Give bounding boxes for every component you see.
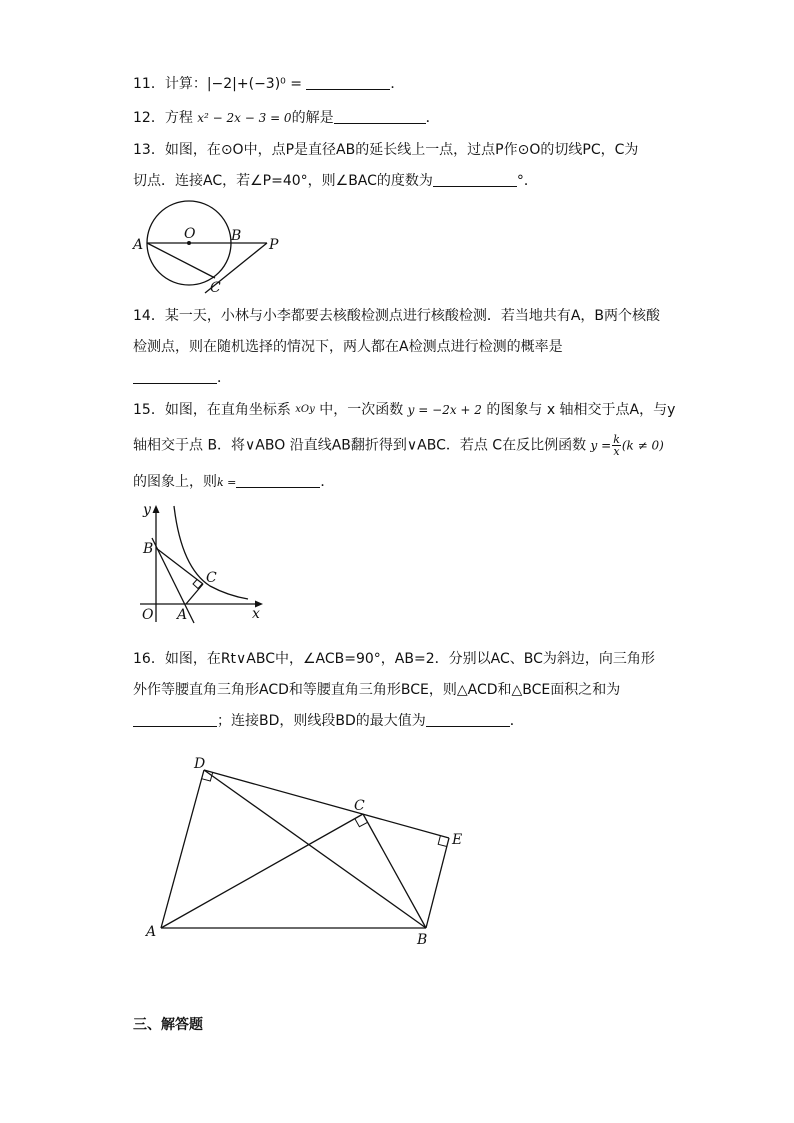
label-c: C [210,280,221,296]
q14-line3-end: ． [217,370,231,386]
label-e: E [452,832,463,848]
label-o: O [184,226,196,242]
label-d: D [194,756,206,772]
q12-end: ． [425,110,440,126]
q16-line1: 16．如图，在Rt∨ABC中，∠ACB=90°，AB=2．分别以AC、BC为斜边，向三角形 [133,651,655,667]
question-14-line-1 [133,306,660,326]
fraction-numerator: k [613,433,620,446]
y-axis-arrow [153,505,160,513]
q15-line3-a: 的图象上，则 [133,474,217,490]
question-13-line-1 [133,140,638,160]
label-a: A [133,237,144,253]
fraction-denominator: x [613,445,620,458]
q13-line2: 切点．连接AC，若∠P=40°，则∠BAC的度数为 [133,173,433,189]
label-b: B [417,932,428,948]
q16-line3-mid: ；连接BD，则线段BD的最大值为 [217,713,426,729]
q15-line1-a: 15．如图，在直角坐标系 [133,402,296,418]
q12-equation: x² − 2x − 3 = 0 [197,111,292,125]
answer-blank [236,473,320,488]
line-bc [156,548,203,584]
section-title: 三、解答题 [133,1017,203,1033]
figure-q15-coordinate-plane [130,500,270,630]
q12-text-b: 的解是 [291,110,334,126]
q13-line1: 13．如图，在⊙O中，点P是直径AB的延长线上一点，过点P作⊙O的切线PC，C为 [133,142,639,158]
label-x: x [252,606,260,622]
q15-linear-eq: y = −2x + 2 [407,403,482,417]
label-y: y [143,502,151,518]
q13-line2-end: °． [516,173,538,189]
label-b: B [143,541,154,557]
answer-blank [334,109,426,124]
q15-line1-c: 的图象与 x 轴相交于点A，与y [481,402,676,418]
label-c: C [354,798,365,814]
question-14-line-3 [133,368,231,388]
segment-ad [161,770,204,928]
label-a: A [146,924,157,940]
question-15-line-3 [133,472,334,493]
q16-line2: 外作等腰直角三角形ACD和等腰直角三角形BCE，则△ACD和△BCE面积之和为 [133,682,621,698]
answer-blank [306,75,390,90]
question-13-line-2 [133,171,538,191]
answer-blank [133,712,217,727]
answer-blank [433,172,517,187]
question-15-line-1 [133,400,675,420]
line-ac [147,243,215,278]
q12-text-a: 12．方程 [133,110,198,126]
question-15-line-2 [133,434,664,457]
label-p: P [269,237,279,253]
q15-line3-end: ． [320,474,335,490]
q15-y-eq: y = [590,438,612,453]
q14-line1: 14．某一天，小林与小李都要去核酸检测点进行核酸检测．若当地共有A，B两个核酸 [133,308,660,324]
question-12 [133,108,440,128]
label-c: C [206,570,217,586]
segment-eb [426,838,449,928]
segment-cb [363,814,426,928]
q15-line1-b: 中，一次函数 [314,402,408,418]
q11-end: ． [390,76,405,92]
line-ab [152,538,194,623]
question-14-line-2 [133,337,563,357]
q16-line3-end: ． [509,713,524,729]
segment-db [204,770,426,928]
answer-blank [133,369,217,384]
segment-ac [161,814,363,928]
figure-q13-circle [130,198,300,298]
q15-line2-a: 轴相交于点 B．将∨ABO 沿直线AB翻折得到∨ABC．若点 C在反比例函数 [133,437,591,454]
answer-blank [426,712,510,727]
segment-de [204,770,449,838]
q14-line2: 检测点，则在随机选择的情况下，两人都在A检测点进行检测的概率是 [133,339,563,355]
figure-q16-triangles [140,748,480,958]
q11-text: 11．计算：|−2|+(−3)⁰ = [133,76,307,92]
label-o: O [142,607,154,623]
q15-condition: (k ≠ 0) [621,438,664,453]
q15-xoy: xOy [295,404,315,415]
question-16-line-3 [133,711,524,731]
question-11 [133,74,404,94]
q15-k-eq: k = [217,476,237,489]
label-b: B [231,228,242,244]
q15-fraction [612,434,621,457]
question-16-line-1 [133,649,655,669]
question-16-line-2 [133,680,620,700]
label-a: A [177,607,188,623]
line-ca [186,584,203,604]
